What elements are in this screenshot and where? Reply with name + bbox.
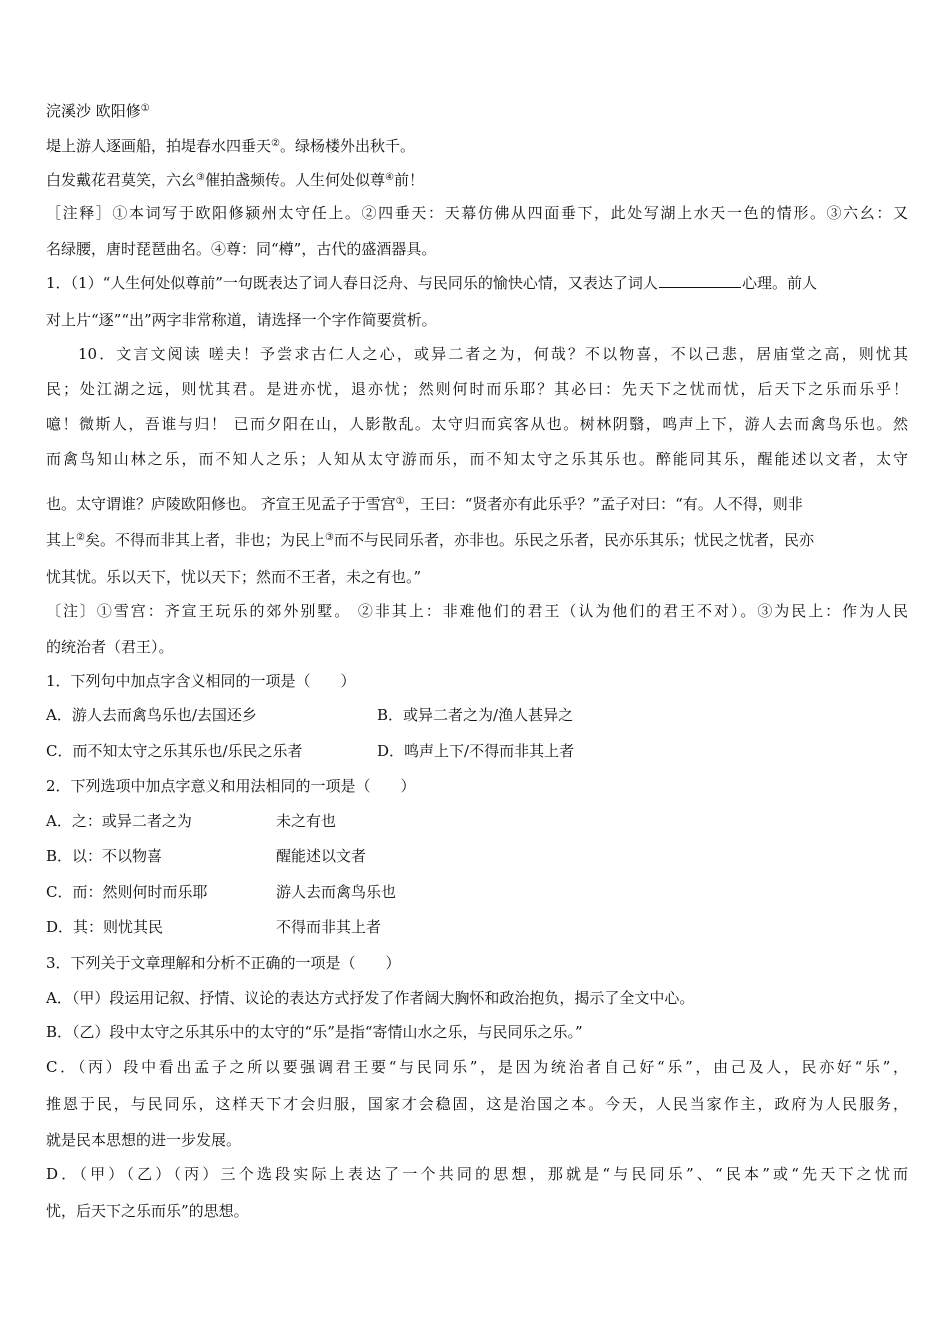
poem-text: 白发戴花君莫笑，六幺: [46, 171, 197, 189]
passage-text: ，王曰：“贤者亦有此乐乎？”孟子对曰：“有。人不得，则非: [404, 495, 803, 513]
question-2-stem: 2．下列选项中加点字意义和用法相同的一项是（ ）: [46, 777, 416, 795]
poem-notes-2: 名绿腰，唐时琵琶曲名。④尊：同“樽”，古代的盛酒器具。: [46, 240, 437, 258]
question-1-option-c[interactable]: C．而不知太守之乐其乐也/乐民之乐者: [46, 742, 303, 760]
question-3-option-c[interactable]: C．（丙）段中看出孟子之所以要强调君王要“与民同乐”，是因为统治者自己好“乐”，由己及人，民亦好“乐”，: [46, 1058, 908, 1076]
question-1-option-a[interactable]: A．游人去而禽鸟乐也/去国还乡: [46, 706, 257, 724]
question-1-option-b[interactable]: B．或异二者之为/渔人甚异之: [377, 706, 574, 724]
poem-question-1-line-2: 对上片“逐”“出”两字非常称道，请选择一个字作简要赏析。: [46, 311, 437, 329]
passage-text: 而不与民同乐者，亦非也。乐民之乐者，民亦乐其乐；忧民之忧者，民亦: [333, 531, 814, 549]
question-2-option-d[interactable]: D．其：则忧其民: [46, 918, 164, 936]
question-3-option-a[interactable]: A．（甲）段运用记叙、抒情、议论的表达方式抒发了作者阔大胸怀和政治抱负，揭示了全文中心。: [46, 989, 695, 1007]
note-marker: ③: [325, 532, 334, 543]
question-2-option-d-right: 不得而非其上者: [276, 918, 382, 936]
answer-blank[interactable]: [659, 273, 741, 288]
poem-text: 催拍盏频传。人生何处似尊: [204, 171, 385, 189]
question-text: 1．（1）“人生何处似尊前”一句既表达了词人春日泛舟、与民同乐的愉快心情，又表达了词人: [46, 274, 658, 292]
passage-text: 矣。不得而非其上者，非也；为民上: [84, 531, 325, 549]
passage-line-1: 10．文言文阅读 嗟夫！予尝求古仁人之心，或异二者之为，何哉？不以物喜，不以己悲，居庙堂之高，则忧其: [78, 345, 908, 363]
note-marker: ③: [196, 172, 205, 183]
passage-text: 其上: [46, 531, 77, 549]
note-marker: ①: [395, 496, 405, 507]
poem-notes-1: ［注释］①本词写于欧阳修颍州太守任上。②四垂天：天幕仿佛从四面垂下，此处写湖上水天一色的情形。③六幺：又: [46, 204, 908, 222]
note-marker: ②: [271, 138, 280, 149]
passage-line-6: [46, 530, 908, 550]
poem-line-1: [46, 136, 908, 156]
poem-line-2: [46, 170, 908, 190]
passage-line-5: [46, 494, 908, 514]
poem-title: [46, 101, 908, 121]
note-marker: ②: [76, 532, 85, 543]
passage-note-2: 的统治者（君王）。: [46, 638, 174, 656]
poem-question-1: [46, 273, 908, 293]
passage-text: 也。太守谓谁？庐陵欧阳修也。 齐宣王见孟子于雪宫: [46, 495, 396, 513]
question-3-option-d-line-2: 忧，后天下之乐而乐”的思想。: [46, 1202, 249, 1220]
question-2-option-b-right: 醒能述以文者: [276, 847, 367, 865]
poem-text: 前！: [393, 171, 424, 189]
question-2-option-a-right: 未之有也: [276, 812, 337, 830]
passage-text: [46, 494, 803, 514]
question-text: 心理。前人: [741, 274, 817, 292]
note-marker: ④: [385, 172, 394, 183]
question-2-option-c[interactable]: C．而：然则何时而乐耶: [46, 883, 208, 901]
question-1-stem: 1．下列句中加点字含义相同的一项是（ ）: [46, 672, 356, 690]
question-3-option-d[interactable]: D．（甲）（乙）（丙）三个选段实际上表达了一个共同的思想，那就是“与民同乐”、“民本”或“先天下之忧而: [46, 1165, 908, 1183]
passage-line-2: 民；处江湖之远，则忧其君。是进亦忧，退亦忧；然则何时而乐耶？其必曰：先天下之忧而忧，后天下之乐而乐乎！: [46, 380, 908, 398]
passage-note-1: 〔注〕①雪宫：齐宣王玩乐的郊外别墅。 ②非其上：非难他们的君王（认为他们的君王不对）。③为民上：作为人民: [46, 602, 908, 620]
poem-text: 堤上游人逐画船，拍堤春水四垂天: [46, 137, 272, 155]
note-marker: ①: [140, 103, 150, 114]
question-2-option-a[interactable]: A．之：或异二者之为: [46, 812, 192, 830]
passage-line-4: 而禽鸟知山林之乐，而不知人之乐；人知从太守游而乐，而不知太守之乐其乐也。醉能同其乐，醒能述以文者，太守: [46, 450, 908, 468]
question-3-stem: 3．下列关于文章理解和分析不正确的一项是（ ）: [46, 954, 401, 972]
question-2-option-c-right: 游人去而禽鸟乐也: [276, 883, 397, 901]
poem-title-text: 浣溪沙 欧阳修: [46, 102, 141, 120]
passage-line-7: 忧其忧。乐以天下，忧以天下；然而不王者，未之有也。”: [46, 568, 422, 586]
question-3-option-c-line-3: 就是民本思想的进一步发展。: [46, 1131, 242, 1149]
question-3-option-c-line-2: 推恩于民，与民同乐，这样天下才会归服，国家才会稳固，这是治国之本。今天，人民当家作主，政府为人民服务，: [46, 1095, 908, 1113]
question-2-option-b[interactable]: B．以：不以物喜: [46, 847, 163, 865]
passage-line-3: 噫！微斯人，吾谁与归！ 已而夕阳在山，人影散乱。太守归而宾客从也。树林阴翳，鸣声上下，游人去而禽鸟乐也。然: [46, 415, 908, 433]
question-1-option-d[interactable]: D．鸣声上下/不得而非其上者: [377, 742, 575, 760]
poem-text: 。绿杨楼外出秋千。: [279, 137, 415, 155]
question-3-option-b[interactable]: B．（乙）段中太守之乐其乐中的太守的“乐”是指“寄情山水之乐，与民同乐之乐。”: [46, 1023, 583, 1041]
